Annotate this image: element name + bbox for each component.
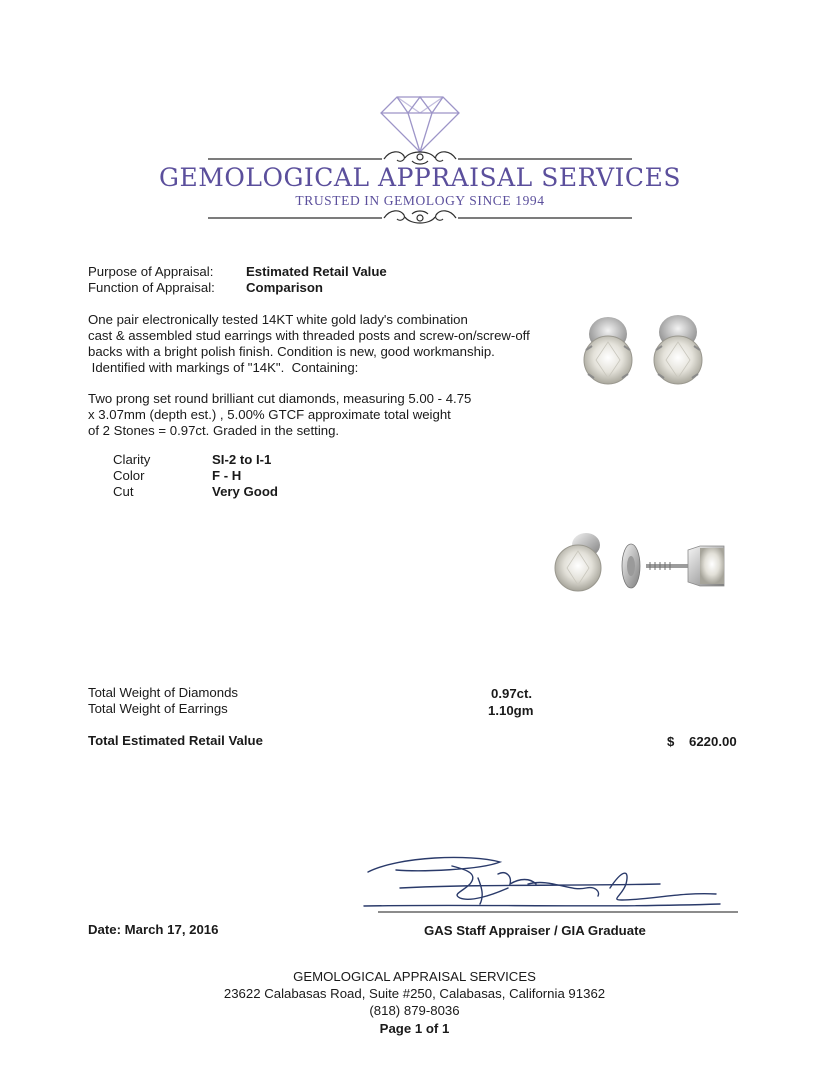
description-line: One pair electronically tested 14KT white gold lady's combination — [88, 312, 468, 327]
page-number: Page 1 of 1 — [379, 1021, 450, 1036]
function-value: Comparison — [246, 280, 323, 295]
footer-phone: (818) 879-8036 — [369, 1003, 460, 1018]
earring-left-icon — [584, 317, 632, 384]
diamond-description-line: Two prong set round brilliant cut diamonds, measuring 5.00 - 4.75 — [88, 391, 472, 406]
earrings-side-photo — [548, 528, 728, 600]
bottom-ornament-rule — [208, 211, 632, 223]
cut-value: Very Good — [212, 484, 278, 499]
company-tagline: TRUSTED IN GEMOLOGY SINCE 1994 — [295, 193, 545, 208]
earring-right-icon — [654, 315, 702, 384]
total-retail-label: Total Estimated Retail Value — [88, 733, 263, 748]
footer-address: 23622 Calabasas Road, Suite #250, Calabasas, California 91362 — [223, 986, 606, 1001]
description-line: cast & assembled stud earrings with threaded posts and screw-on/screw-off — [88, 328, 530, 343]
total-diamonds-value: 0.97ct. — [491, 686, 533, 701]
screw-back-icon — [622, 544, 640, 588]
diamond-description-line: x 3.07mm (depth est.) , 5.00% GTCF approximate total weight — [88, 407, 451, 422]
description-line: Identified with markings of "14K". Containing: — [88, 360, 359, 375]
total-retail-value: 6220.00 — [689, 734, 737, 749]
earring-with-back-icon — [555, 533, 601, 591]
appraisal-date: Date: March 17, 2016 — [88, 922, 219, 937]
color-label: Color — [113, 468, 145, 483]
total-earrings-value: 1.10gm — [488, 703, 534, 718]
total-diamonds-label: Total Weight of Diamonds — [88, 685, 239, 700]
total-earrings-label: Total Weight of Earrings — [88, 701, 228, 716]
diamond-logo-icon — [381, 97, 459, 152]
cut-label: Cut — [113, 484, 134, 499]
clarity-label: Clarity — [113, 452, 151, 467]
purpose-value: Estimated Retail Value — [246, 264, 387, 279]
purpose-label: Purpose of Appraisal: — [88, 264, 214, 279]
description-line: backs with a bright polish finish. Condition is new, good workmanship. — [88, 344, 495, 359]
footer-company: GEMOLOGICAL APPRAISAL SERVICES — [293, 969, 536, 984]
appraiser-title: GAS Staff Appraiser / GIA Graduate — [424, 923, 646, 938]
function-label: Function of Appraisal: — [88, 280, 215, 295]
clarity-value: SI-2 to I-1 — [212, 452, 272, 467]
diamond-description-line: of 2 Stones = 0.97ct. Graded in the setting. — [88, 423, 340, 438]
company-name: GEMOLOGICAL APPRAISAL SERVICES — [159, 163, 681, 192]
earring-side-view-icon — [646, 546, 724, 586]
earrings-front-photo — [570, 308, 720, 400]
currency-symbol: $ — [667, 734, 675, 749]
appraiser-signature — [360, 848, 750, 918]
color-value: F - H — [212, 468, 242, 483]
